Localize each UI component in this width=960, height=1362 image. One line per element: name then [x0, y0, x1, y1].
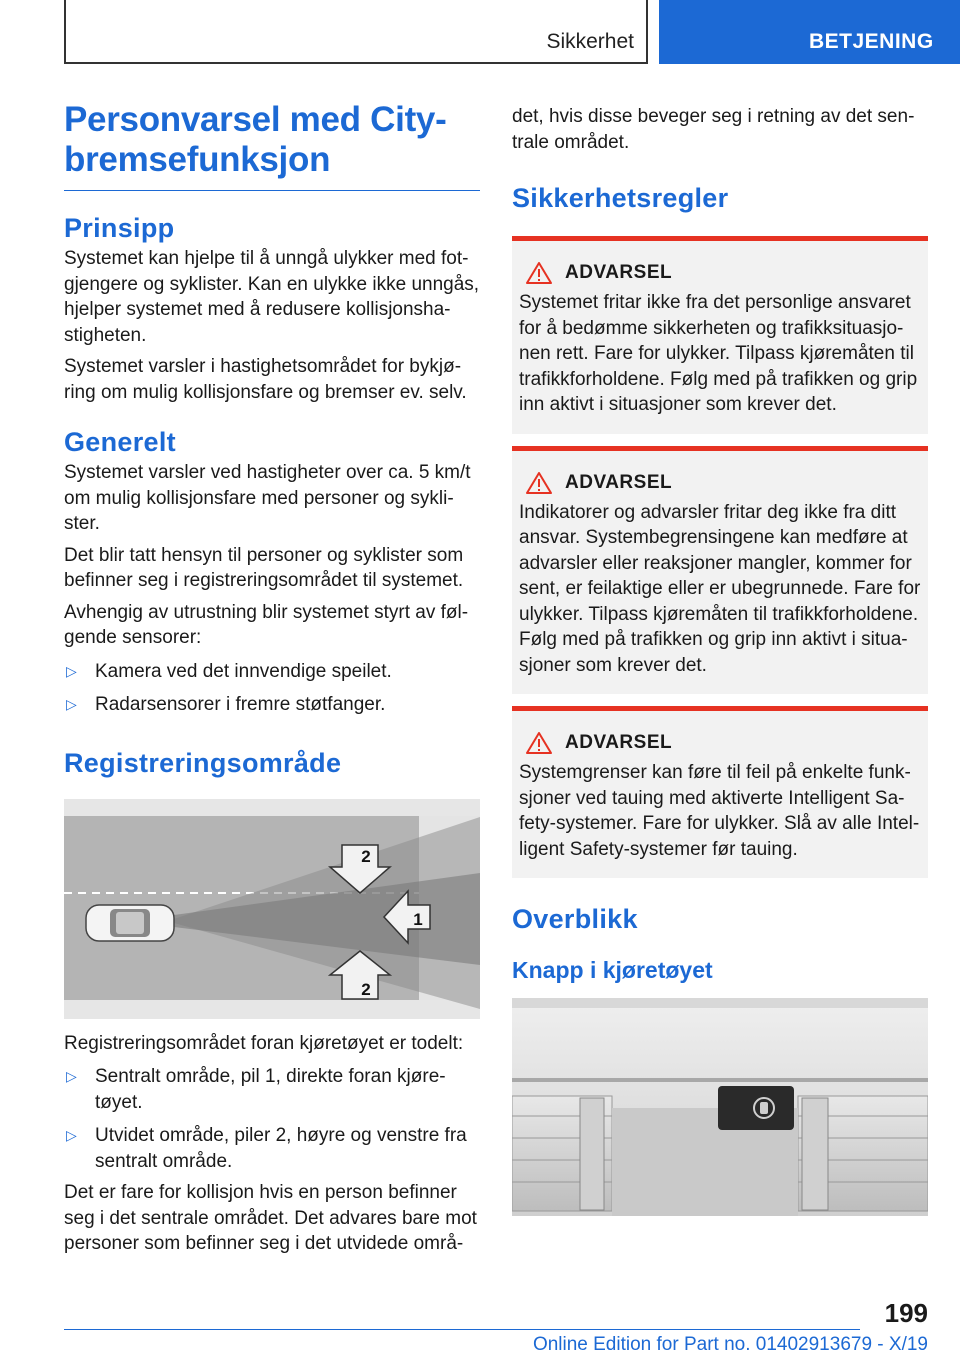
- bullet-triangle-icon: ▷: [66, 662, 77, 679]
- bullet-triangle-icon: ▷: [66, 696, 77, 712]
- header-section-box: [64, 0, 648, 64]
- principle-paragraph-1: Systemet kan hjelpe til å unngå ulykker med fot-gjengere og syklister. Kan en ulykke ikke unngås, hjelper systemet med å redusere kollisjonsha-stigheten.: [64, 248, 480, 346]
- zone-item-text: Sentralt område, pil 1, direkte foran kjøre-tøyet.: [95, 1066, 446, 1113]
- button-heading: Knapp i kjøretøyet: [512, 957, 713, 983]
- warning-triangle-icon: [525, 261, 553, 285]
- warning-title: ADVARSEL: [565, 262, 673, 283]
- left-column: [64, 100, 480, 1257]
- list-item: [64, 692, 480, 718]
- list-item: [64, 659, 480, 685]
- page-title-line1: Personvarsel med City-: [64, 100, 447, 139]
- warning-text: Systemgrenser kan føre til feil på enkelte funk-sjoner ved tauing med aktiverte Intelligent Sa-fety-systemer. Fare for ulykker. Slå av alle Intel-ligent Safety-systemer før tauing.: [519, 762, 920, 860]
- general-paragraph-2: Det blir tatt hensyn til personer og syklister som befinner seg i registreringsområdet til systemet.: [64, 544, 464, 591]
- list-item: [64, 1064, 480, 1115]
- header-section-title: Sikkerhet: [546, 30, 634, 53]
- arrow-2-top-label: 2: [361, 846, 371, 866]
- sensor-item-text: Kamera ved det innvendige speilet.: [95, 660, 392, 682]
- right-air-vent: [798, 1096, 928, 1211]
- warning-box-1: [512, 236, 928, 434]
- safety-heading: Sikkerhetsregler: [512, 183, 729, 213]
- warning-title: ADVARSEL: [565, 732, 673, 753]
- general-paragraph-1: Systemet varsler ved hastigheter over ca. 5 km/t om mulig kollisjonsfare med personer og sykli-ster.: [64, 462, 471, 534]
- arrow-1-label: 1: [413, 909, 423, 929]
- sensor-item-text: Radarsensorer i fremre støtfanger.: [95, 694, 386, 715]
- right-column: [512, 104, 928, 1216]
- arrow-2-bottom-label: 2: [361, 979, 371, 999]
- warning-triangle-icon: [525, 731, 553, 755]
- detection-paragraph-2: Det er fare for kollisjon hvis en person befinner seg i det sentrale området. Det advares bare mot personer som befinner seg i det utvidede områ-: [64, 1182, 477, 1254]
- warning-box-2: [512, 446, 928, 695]
- left-air-vent: [512, 1096, 612, 1211]
- warning-text: Indikatorer og advarsler fritar deg ikke fra ditt ansvar. Systembegrensingene kan medføre at advarsler eller reaksjoner mangler, kommer for sent, er feilaktige eller er ubegrunnede. Fare for ulykker. Tilpass kjøremåten til trafikkforholdene. Følg med på trafikken og grip inn aktivt i situa-sjoner som krever det.: [519, 501, 921, 676]
- general-paragraph-3: Avhengig av utrustning blir systemet styrt av føl-gende sensorer:: [64, 601, 469, 648]
- dashboard-button-image: [512, 998, 928, 1216]
- bullet-triangle-icon: ▷: [66, 1068, 77, 1084]
- header-chapter-tab: [659, 0, 960, 64]
- button-photo: [512, 998, 928, 1216]
- principle-paragraph-2: Systemet varsler i hastighetsområdet for bykjø-ring om mulig kollisjonsfare og bremser ev. selv.: [64, 356, 467, 403]
- warning-box-3: [512, 706, 928, 878]
- warning-text: Systemet fritar ikke fra det personlige ansvaret for å bedømme sikkerheten og trafikksituasjo-nen rett. Fare for ulykker. Tilpass kjøremåten til trafikkforholdene. Følg med på trafikken og grip inn aktivt i situasjoner som krever det.: [519, 292, 918, 415]
- continuation-paragraph: det, hvis disse beveger seg i retning av det sen-trale området.: [512, 106, 915, 153]
- footer-divider: [64, 1329, 860, 1330]
- list-item: [64, 1123, 480, 1174]
- overview-heading: Overblikk: [512, 904, 638, 934]
- zone-item-text: Utvidet område, piler 2, høyre og venstre fra sentralt område.: [95, 1125, 467, 1172]
- safety-button[interactable]: [718, 1086, 794, 1130]
- principle-heading: Prinsipp: [64, 213, 175, 243]
- detection-heading: Registreringsområde: [64, 747, 342, 778]
- detection-area-illustration: [64, 799, 480, 1019]
- detection-diagram: [64, 799, 480, 1019]
- warning-title: ADVARSEL: [565, 471, 673, 493]
- detection-paragraph-1: Registreringsområdet foran kjøretøyet er todelt:: [64, 1032, 464, 1054]
- general-heading: Generelt: [64, 427, 176, 457]
- car-icon: [86, 905, 174, 941]
- bullet-triangle-icon: ▷: [66, 1127, 77, 1143]
- footer-edition: Online Edition for Part no. 01402913679 - X/19: [532, 1334, 928, 1355]
- warning-triangle-icon: [525, 471, 553, 495]
- page-title-line2: bremsefunksjon: [64, 140, 331, 179]
- page-number: 199: [884, 1298, 928, 1328]
- header-chapter-title: BETJENING: [809, 30, 934, 53]
- page-title: [64, 100, 480, 191]
